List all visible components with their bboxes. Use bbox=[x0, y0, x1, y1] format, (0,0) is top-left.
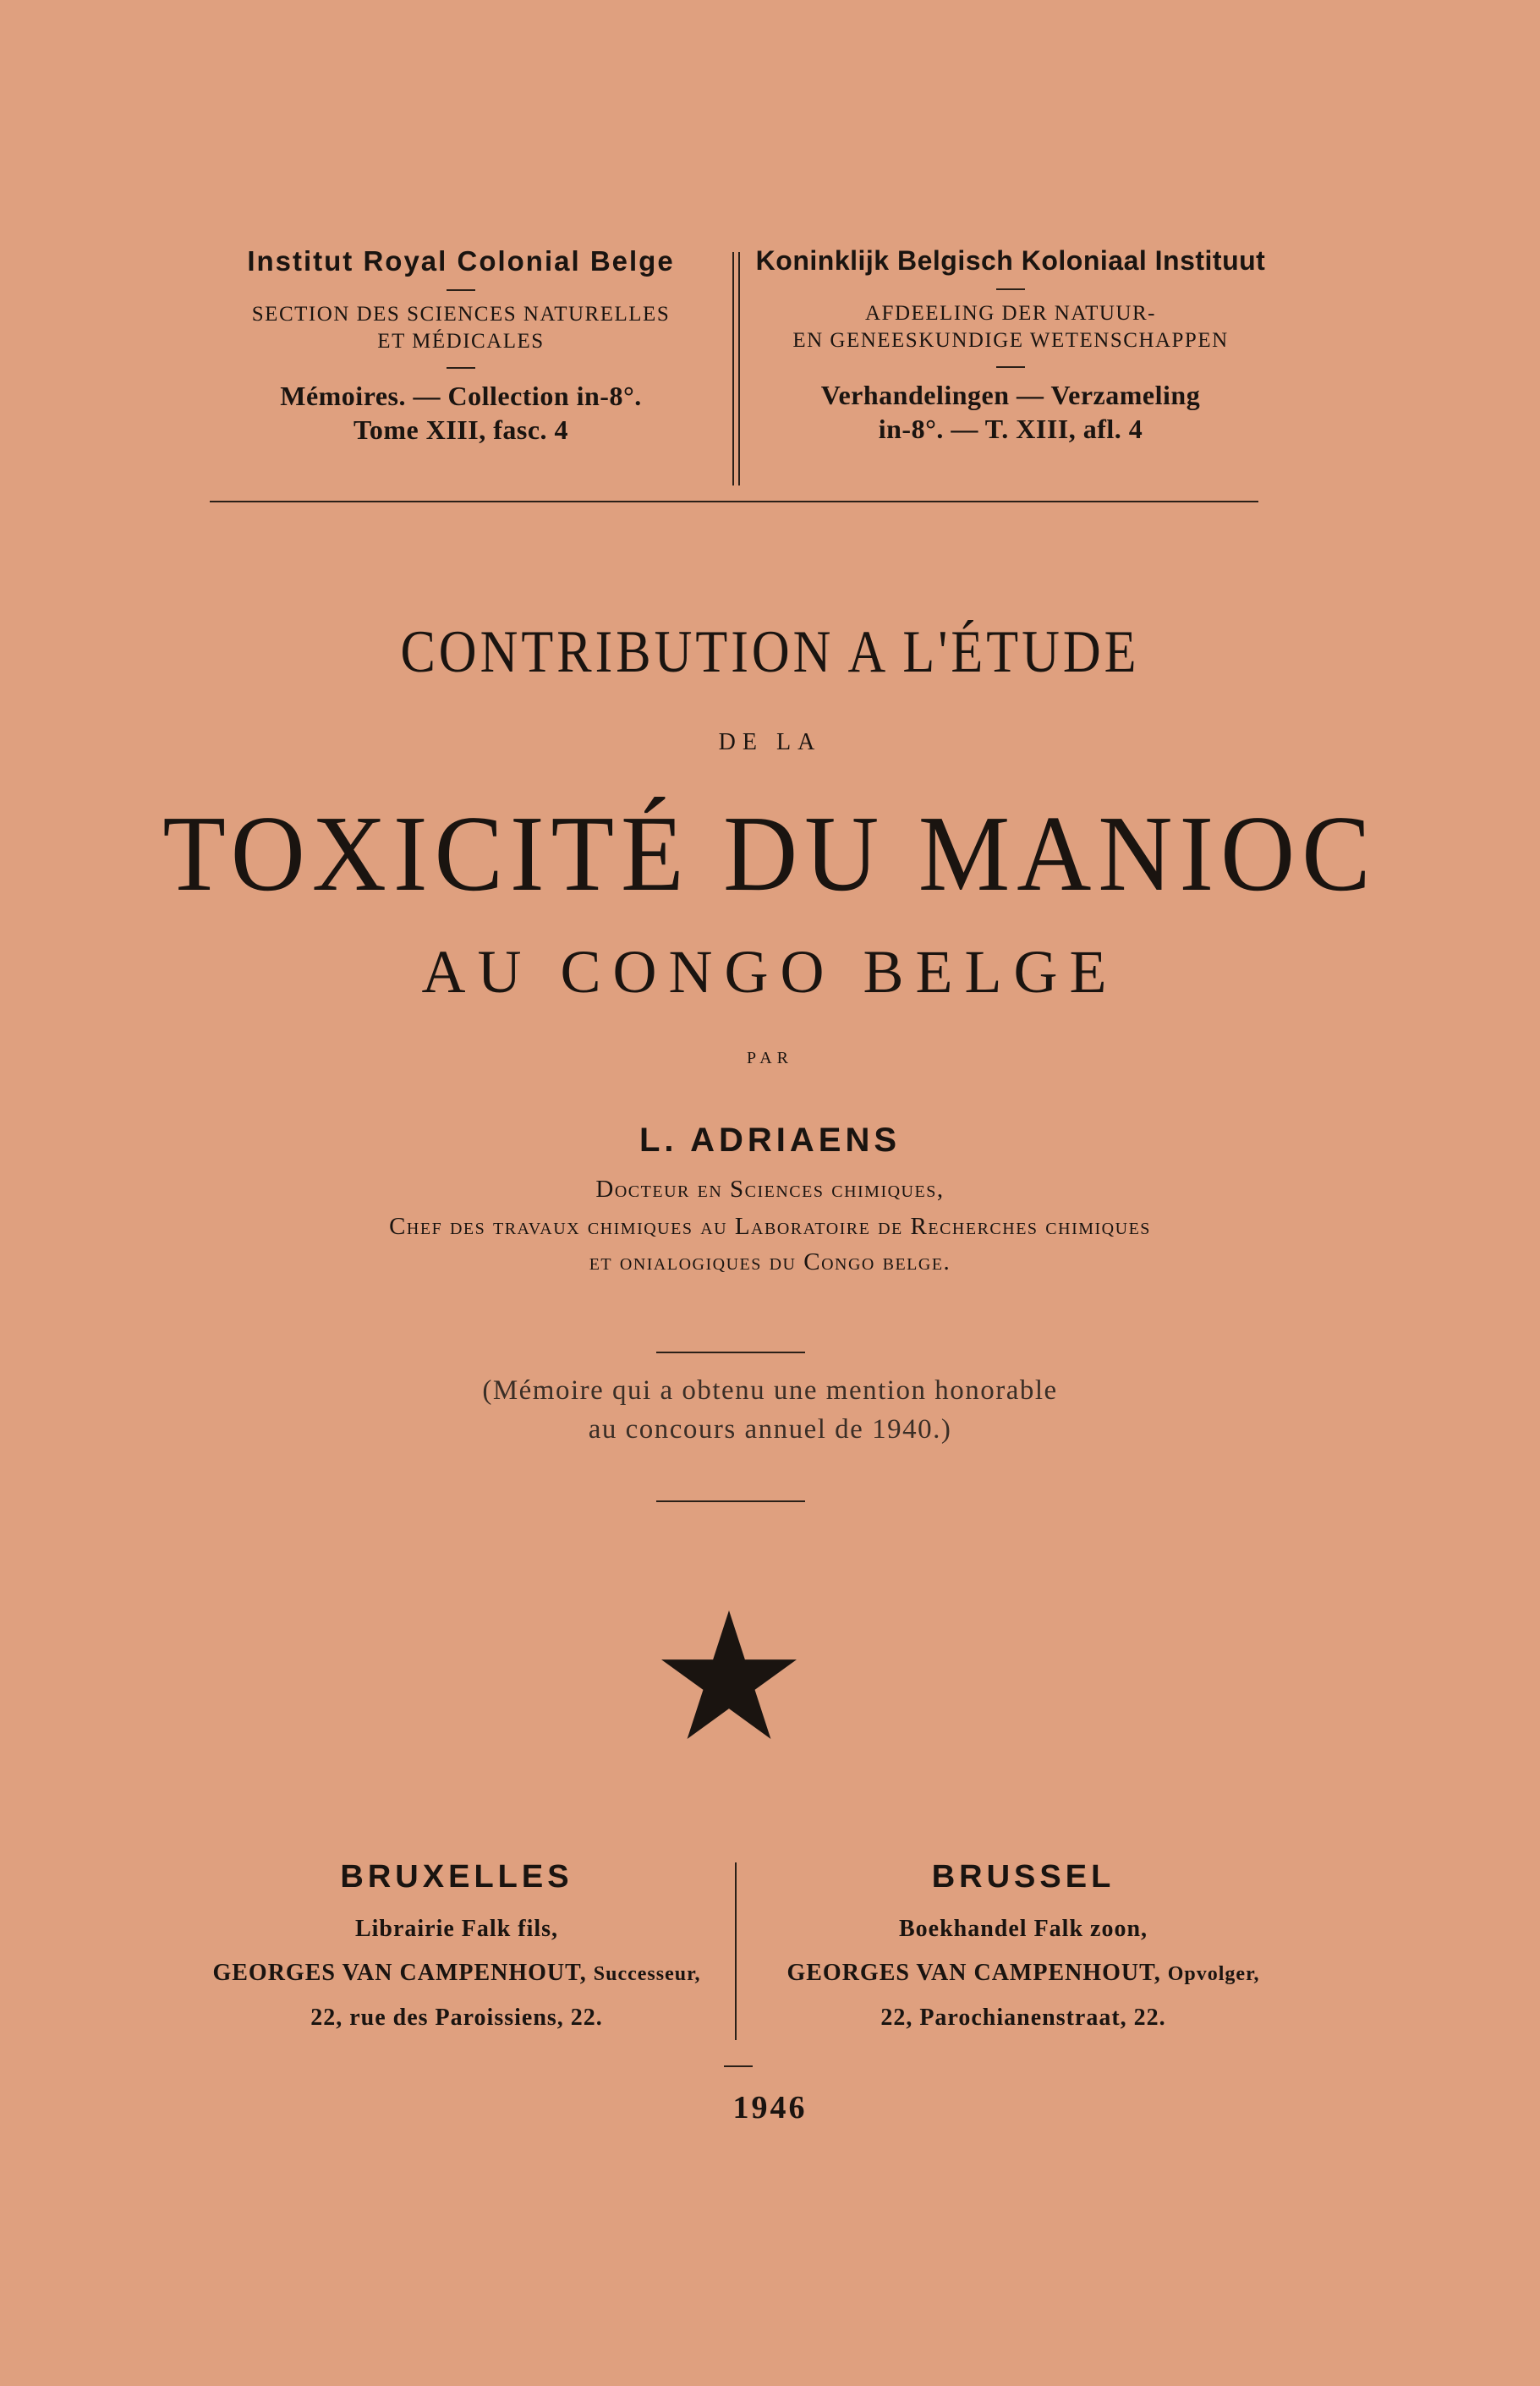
author-credentials-3: et onialogiques du Congo belge. bbox=[589, 1248, 951, 1275]
star-icon bbox=[661, 1610, 797, 1739]
publisher-name-nl: GEORGES VAN CAMPENHOUT, bbox=[786, 1960, 1161, 1986]
section-line-2-nl: EN GENEESKUNDIGE WETENSCHAPPEN bbox=[792, 329, 1229, 352]
publisher-line-1-fr: Librairie Falk fils, bbox=[354, 1916, 559, 1942]
series-line-2-nl: in-8°. — T. XIII, afl. 4 bbox=[878, 414, 1143, 444]
imprint-right bbox=[744, 1859, 1302, 2040]
imprint-left bbox=[186, 1859, 727, 2040]
institute-name-nl: Koninklijk Belgisch Koloniaal Instituut bbox=[755, 245, 1266, 276]
publication-year: 1946 bbox=[732, 2090, 808, 2125]
note-rule-top bbox=[656, 1352, 805, 1353]
note-line-2: au concours annuel de 1940.) bbox=[588, 1414, 952, 1445]
city-fr: BRUXELLES bbox=[340, 1859, 573, 1895]
title-line-2: DE LA bbox=[718, 729, 822, 755]
imprint-divider bbox=[735, 1862, 737, 2040]
main-title: TOXICITÉ DU MANIOC bbox=[162, 793, 1378, 914]
section-line-2-fr: ET MÉDICALES bbox=[377, 330, 545, 353]
header-dash bbox=[447, 289, 475, 291]
series-line-1-fr: Mémoires. — Collection in-8°. bbox=[280, 381, 642, 411]
author-credentials-1: Docteur en Sciences chimiques, bbox=[595, 1176, 945, 1203]
header-left bbox=[203, 245, 719, 447]
series-line-1-nl: Verhandelingen — Verzameling bbox=[820, 380, 1201, 410]
section-line-1-nl: AFDEELING DER NATUUR- bbox=[865, 302, 1156, 325]
city-nl: BRUSSEL bbox=[931, 1859, 1115, 1895]
publisher-line-2-nl bbox=[744, 1951, 1302, 1996]
publisher-name-fr: GEORGES VAN CAMPENHOUT, bbox=[212, 1960, 587, 1986]
header-divider bbox=[732, 252, 740, 485]
note-line-1: (Mémoire qui a obtenu une mention honorable bbox=[482, 1375, 1058, 1406]
header-dash bbox=[996, 288, 1025, 290]
institute-name-fr: Institut Royal Colonial Belge bbox=[247, 245, 675, 277]
publisher-line-2-fr bbox=[186, 1951, 727, 1996]
author-credentials-2: Chef des travaux chimiques au Laboratoire de Recherches chimiques bbox=[389, 1213, 1151, 1240]
publisher-address-fr: 22, rue des Paroissiens, 22. bbox=[310, 2005, 603, 2031]
subtitle: AU CONGO BELGE bbox=[421, 938, 1119, 1006]
publisher-role-fr: Successeur, bbox=[593, 1963, 701, 1985]
title-line-1: CONTRIBUTION A L'ÉTUDE bbox=[400, 618, 1140, 686]
section-line-1-fr: SECTION DES SCIENCES NATURELLES bbox=[251, 303, 671, 326]
header-dash bbox=[447, 367, 475, 369]
header-right bbox=[744, 245, 1277, 446]
header-rule bbox=[210, 501, 1258, 502]
publisher-address-nl: 22, Parochianenstraat, 22. bbox=[880, 2005, 1166, 2031]
note-rule-bottom bbox=[656, 1500, 805, 1502]
publisher-line-1-nl: Boekhandel Falk zoon, bbox=[898, 1916, 1148, 1942]
year-dash bbox=[724, 2065, 753, 2067]
header-dash bbox=[996, 366, 1025, 368]
author-name: L. ADRIAENS bbox=[638, 1122, 902, 1159]
byline-par: PAR bbox=[746, 1049, 794, 1067]
publisher-role-nl: Opvolger, bbox=[1167, 1963, 1260, 1985]
series-line-2-fr: Tome XIII, fasc. 4 bbox=[353, 414, 569, 445]
